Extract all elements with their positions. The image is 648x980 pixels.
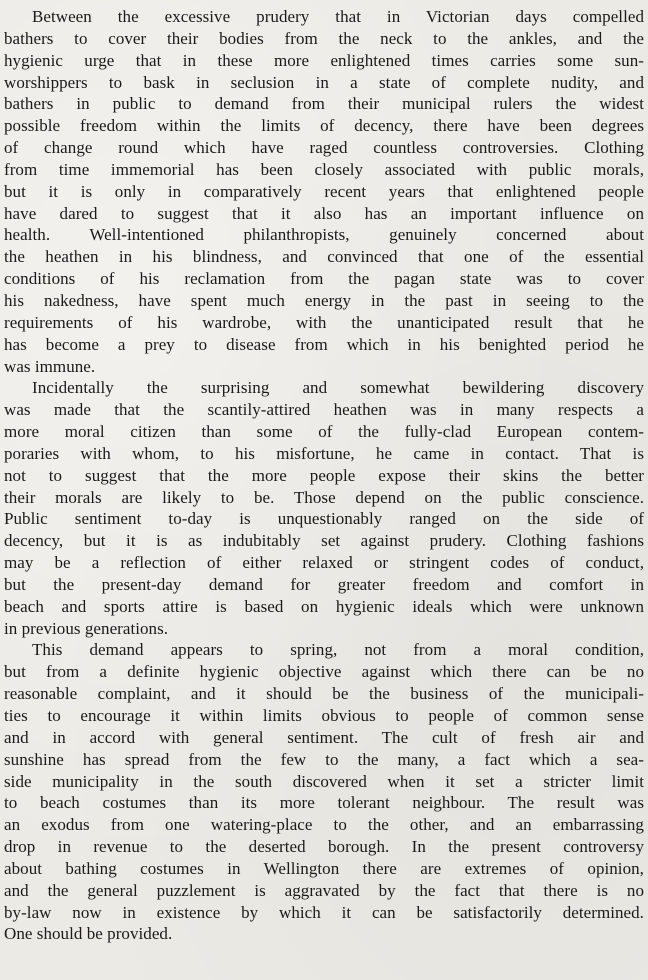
text-line: and the general puzzlement is aggravated by the fact that there is no	[4, 880, 644, 900]
text-line: poraries with whom, to his misfortune, he came in contact. That is	[4, 443, 644, 463]
text-line: his nakedness, have spent much energy in the past in seeing to the	[4, 290, 644, 310]
text-line: drop in revenue to the deserted borough. In the present controversy	[4, 837, 644, 857]
text-line: conditions of his reclamation from the pagan state was to cover	[4, 269, 644, 289]
text-line: more moral citizen than some of the fully-clad European contem-	[4, 422, 644, 442]
text-line: Public sentiment to-day is unquestionably ranged on the side of	[4, 509, 644, 529]
text-line: an exodus from one watering-place to the other, and an embarrassing	[4, 815, 644, 835]
text-line: Incidentally the surprising and somewhat bewildering discovery	[32, 378, 644, 398]
text-line: has become a prey to disease from which in his benighted period he	[4, 334, 644, 354]
text-line: possible freedom within the limits of decency, there have been degrees	[4, 116, 644, 136]
text-line: about bathing costumes in Wellington there are extremes of opinion,	[4, 858, 644, 878]
text-line: decency, but it is as indubitably set against prudery. Clothing fashions	[4, 531, 644, 551]
text-line: but it is only in comparatively recent years that enlightened people	[4, 181, 644, 201]
text-line: hygienic urge that in these more enlightened times carries some sun-	[4, 50, 644, 70]
text-line: bathers to cover their bodies from the neck to the ankles, and the	[4, 28, 644, 48]
text-line: but the present-day demand for greater freedom and comfort in	[4, 574, 644, 594]
text-line: but from a definite hygienic objective against which there can be no	[4, 662, 644, 682]
text-line: sunshine has spread from the few to the many, a fact which a sea-	[4, 749, 644, 769]
text-line: not to suggest that the more people expose their skins the better	[4, 465, 644, 485]
text-line: by-law now in existence by which it can be satisfactorily determined.	[4, 902, 644, 922]
text-line: of change round which have raged countless controversies. Clothing	[4, 138, 644, 158]
text-line: their morals are likely to be. Those depend on the public conscience.	[4, 487, 644, 507]
text-line: reasonable complaint, and it should be the business of the municipali-	[4, 684, 644, 704]
text-line: and in accord with general sentiment. The cult of fresh air and	[4, 727, 644, 747]
text-line: to beach costumes than its more tolerant neighbour. The result was	[4, 793, 644, 813]
text-line: beach and sports attire is based on hygienic ideals which were unknown	[4, 596, 644, 616]
text-line: bathers in public to demand from their municipal rulers the widest	[4, 94, 644, 114]
text-line: worshippers to bask in seclusion in a state of complete nudity, and	[4, 72, 644, 92]
paragraph-3	[0, 639, 648, 945]
text-line: side municipality in the south discovered when it set a stricter limit	[4, 771, 644, 791]
text-line: was immune.	[4, 356, 96, 376]
text-line: was made that the scantily-attired heathen was in many respects a	[4, 400, 644, 420]
text-line: This demand appears to spring, not from a moral condition,	[32, 640, 644, 660]
text-line: health. Well-intentioned philanthropists, genuinely concerned about	[4, 225, 644, 245]
text-line: Between the excessive prudery that in Victorian days compelled	[32, 7, 644, 26]
paragraph-2	[0, 377, 648, 639]
text-line: One should be provided.	[4, 924, 173, 944]
text-line: requirements of his wardrobe, with the unanticipated result that he	[4, 312, 644, 332]
text-line: ties to encourage it within limits obvious to people of common sense	[4, 706, 644, 725]
text-line: from time immemorial has been closely associated with public morals,	[4, 159, 644, 179]
text-line: may be a reflection of either relaxed or stringent codes of conduct,	[4, 553, 644, 573]
text-line: the heathen in his blindness, and convinced that one of the essential	[4, 247, 644, 267]
paragraph-1	[0, 6, 648, 377]
article-column	[0, 6, 648, 945]
text-line: in previous generations.	[4, 618, 169, 638]
text-line: have dared to suggest that it also has an important influence on	[4, 203, 644, 223]
